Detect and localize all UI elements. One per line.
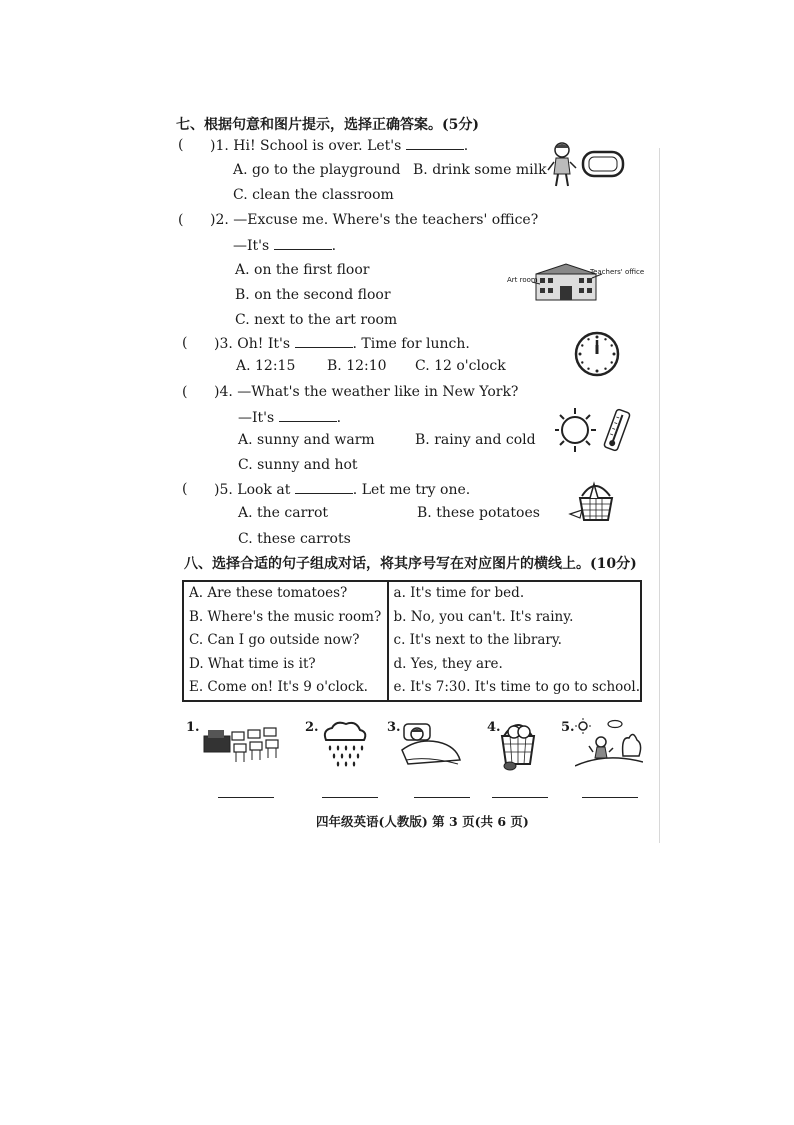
option-c: C. these carrots	[238, 531, 351, 547]
answer-row: d. Yes, they are.	[393, 655, 503, 672]
page-footer: 四年级英语(人教版) 第 3 页(共 6 页)	[316, 814, 529, 829]
picture-number: 2.	[305, 720, 319, 735]
carrot-basket-picture	[568, 476, 620, 526]
teachers-office-label: Teachers' office	[590, 268, 645, 276]
question-row: C. Can I go outside now?	[189, 632, 360, 648]
answer-line-1[interactable]	[218, 797, 274, 798]
answer-line-5[interactable]	[582, 797, 638, 798]
question-row: A. Are these tomatoes?	[189, 585, 348, 601]
option-c: C. sunny and hot	[238, 457, 358, 473]
answer-blank[interactable]	[295, 481, 353, 494]
answer-row: a. It's time for bed.	[393, 585, 525, 601]
answer-blank[interactable]	[406, 137, 464, 150]
question-2	[210, 212, 538, 228]
question-prompt: Oh! It's	[237, 336, 291, 352]
question-number: )5.	[214, 482, 233, 498]
question-4-reply: —It's .	[238, 410, 342, 426]
question-prompt: Look at	[237, 482, 291, 498]
answer-row: e. It's 7:30. It's time to go to school.	[393, 679, 640, 695]
option-a: A. the carrot	[238, 505, 329, 521]
matching-table	[182, 580, 642, 702]
answer-row: c. It's next to the library.	[393, 632, 562, 648]
question-prompt: —What's the weather like in New York?	[237, 384, 519, 400]
option-a: A. on the first floor	[235, 262, 370, 278]
option-b: B. rainy and cold	[415, 432, 536, 448]
question-4	[214, 384, 518, 400]
picture-number: 1.	[186, 720, 200, 735]
question-1: )1. Hi! School is over. Let's .	[210, 138, 469, 154]
answer-line-4[interactable]	[492, 797, 548, 798]
rain-cloud-picture	[318, 718, 370, 770]
answer-paren: (	[182, 384, 188, 400]
answer-line-3[interactable]	[414, 797, 470, 798]
option-b: B. 12:10	[327, 358, 387, 374]
scan-edge-line	[659, 148, 660, 843]
option-a: A. go to the playground	[233, 162, 401, 178]
option-b: B. on the second floor	[235, 287, 391, 303]
clock-picture	[573, 330, 621, 378]
art-room-label: Art room	[507, 276, 538, 284]
option-c: C. clean the classroom	[233, 187, 394, 203]
outdoor-scene-picture	[575, 716, 643, 772]
question-column	[183, 581, 388, 701]
sun-and-thermometer-picture	[555, 406, 635, 454]
answer-column	[388, 581, 641, 701]
answer-line-2[interactable]	[322, 797, 378, 798]
answer-paren: (	[178, 212, 184, 228]
question-row: B. Where's the music room?	[189, 608, 382, 625]
picture-number: 4.	[487, 720, 501, 735]
question-number: )1.	[210, 138, 229, 154]
question-5: )5. Look at . Let me try one.	[214, 482, 471, 498]
section-8-title: 八、选择合适的句子组成对话，将其序号写在对应图片的横线上。(10分)	[184, 556, 637, 572]
question-3: )3. Oh! It's . Time for lunch.	[214, 336, 470, 352]
question-prompt: Hi! School is over. Let's	[233, 138, 402, 154]
answer-paren: (	[178, 137, 184, 153]
answer-paren: (	[182, 481, 188, 497]
answer-blank[interactable]	[295, 335, 353, 348]
option-a: A. 12:15	[236, 358, 296, 374]
question-2-reply: —It's .	[233, 238, 337, 254]
picture-number: 3.	[387, 720, 401, 735]
question-number: )3.	[214, 336, 233, 352]
question-prompt: —Excuse me. Where's the teachers' office?	[233, 212, 539, 228]
answer-blank[interactable]	[274, 237, 332, 250]
option-b: B. drink some milk	[413, 162, 547, 178]
picture-number: 5.	[561, 720, 575, 735]
question-row: E. Come on! It's 9 o'clock.	[189, 679, 368, 695]
question-number: )4.	[214, 384, 233, 400]
tomato-basket-picture	[496, 716, 540, 772]
answer-paren: (	[182, 335, 188, 351]
boy-with-milk-picture	[546, 140, 628, 190]
option-c: C. next to the art room	[235, 312, 398, 328]
child-sleeping-picture	[398, 720, 464, 770]
classroom-picture	[198, 722, 282, 768]
question-row: D. What time is it?	[189, 655, 316, 672]
section-7-title: 七、根据句意和图片提示，选择正确答案。(5分)	[176, 117, 479, 133]
option-b: B. these potatoes	[417, 505, 540, 521]
answer-row: b. No, you can't. It's rainy.	[393, 608, 574, 625]
option-c: C. 12 o'clock	[415, 358, 506, 374]
answer-blank[interactable]	[279, 409, 337, 422]
option-a: A. sunny and warm	[238, 432, 375, 448]
question-number: )2.	[210, 212, 229, 228]
